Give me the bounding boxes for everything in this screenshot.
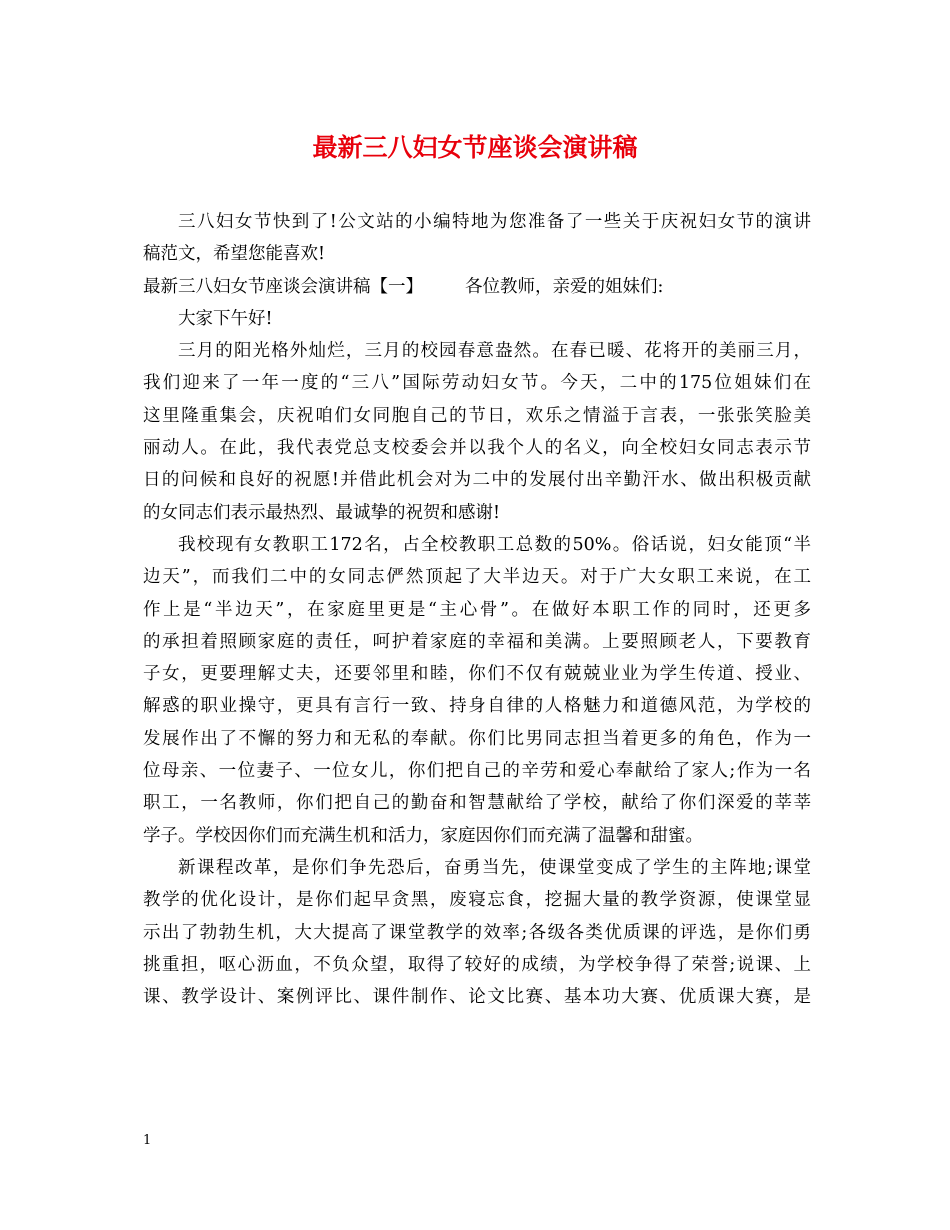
text-line: 新课程改革，是你们争先恐后，奋勇当先，使课堂变成了学生的主阵地;课堂	[178, 857, 811, 878]
text-line: 丽动人。在此，我代表党总支校委会并以我个人的名义，向全校妇女同志表示节	[143, 438, 811, 459]
text-line: 边天”，而我们二中的女同志俨然顶起了大半边天。对于广大女职工来说，在工	[143, 567, 811, 588]
text-line: 日的问候和良好的祝愿!并借此机会对为二中的发展付出辛勤汗水、做出积极贡献	[143, 470, 811, 491]
text-line: 三八妇女节快到了!公文站的小编特地为您准备了一些关于庆祝妇女节的演讲	[178, 212, 811, 232]
text-line: 解惑的职业操守，更具有言行一致、持身自律的人格魅力和道德风范，为学校的	[143, 696, 811, 717]
text-line: 大家下午好!	[178, 308, 273, 329]
text-line-heading	[143, 271, 811, 303]
document-body	[143, 206, 811, 1013]
document-title: 最新三八妇女节座谈会演讲稿	[312, 133, 638, 162]
text-line: 职工，一名教师，你们把自己的勤奋和智慧献给了学校，献给了你们深爱的莘莘	[143, 793, 811, 814]
text-line: 学子。学校因你们而充满生机和活力，家庭因你们而充满了温馨和甜蜜。	[143, 825, 703, 846]
text-line: 三月的阳光格外灿烂，三月的校园春意盎然。在春已暖、花将开的美丽三月，	[178, 341, 811, 362]
text-line: 位母亲、一位妻子、一位女儿，你们把自己的辛劳和爱心奉献给了家人;作为一名	[143, 761, 811, 782]
text-line: 稿范文，希望您能喜欢!	[143, 244, 326, 265]
salutation: 各位教师，亲爱的姐妹们:	[465, 276, 664, 297]
text-line: 作上是“半边天”，在家庭里更是“主心骨”。在做好本职工作的同时，还更多	[143, 599, 811, 620]
text-line: 我校现有女教职工172名，占全校教职工总数的50%。俗话说，妇女能顶“半	[178, 534, 811, 555]
text-line: 课、教学设计、案例评比、课件制作、论文比赛、基本功大赛、优质课大赛，是	[143, 987, 811, 1008]
text-line: 发展作出了不懈的努力和无私的奉献。你们比男同志担当着更多的角色，作为一	[143, 728, 811, 749]
text-line: 子女，更要理解丈夫，还要邻里和睦，你们不仅有兢兢业业为学生传道、授业、	[143, 664, 811, 685]
page-number: 1	[143, 1133, 152, 1148]
text-line: 示出了勃勃生机，大大提高了课堂教学的效率;各级各类优质课的评选，是你们勇	[143, 922, 811, 943]
text-line: 的女同志们表示最热烈、最诚挚的祝贺和感谢!	[143, 502, 501, 523]
text-line: 这里隆重集会，庆祝咱们女同胞自己的节日，欢乐之情溢于言表，一张张笑脸美	[143, 405, 811, 426]
text-line: 的承担着照顾家庭的责任，呵护着家庭的幸福和美满。上要照顾老人，下要教育	[143, 631, 811, 652]
text-line: 挑重担，呕心沥血，不负众望，取得了较好的成绩，为学校争得了荣誉;说课、上	[143, 954, 811, 975]
section-heading: 最新三八妇女节座谈会演讲稿【一】	[143, 276, 423, 297]
text-line: 我们迎来了一年一度的“三八”国际劳动妇女节。今天，二中的175位姐妹们在	[143, 373, 811, 394]
text-line: 教学的优化设计，是你们起早贪黑，废寝忘食，挖掘大量的教学资源，使课堂显	[143, 890, 811, 911]
